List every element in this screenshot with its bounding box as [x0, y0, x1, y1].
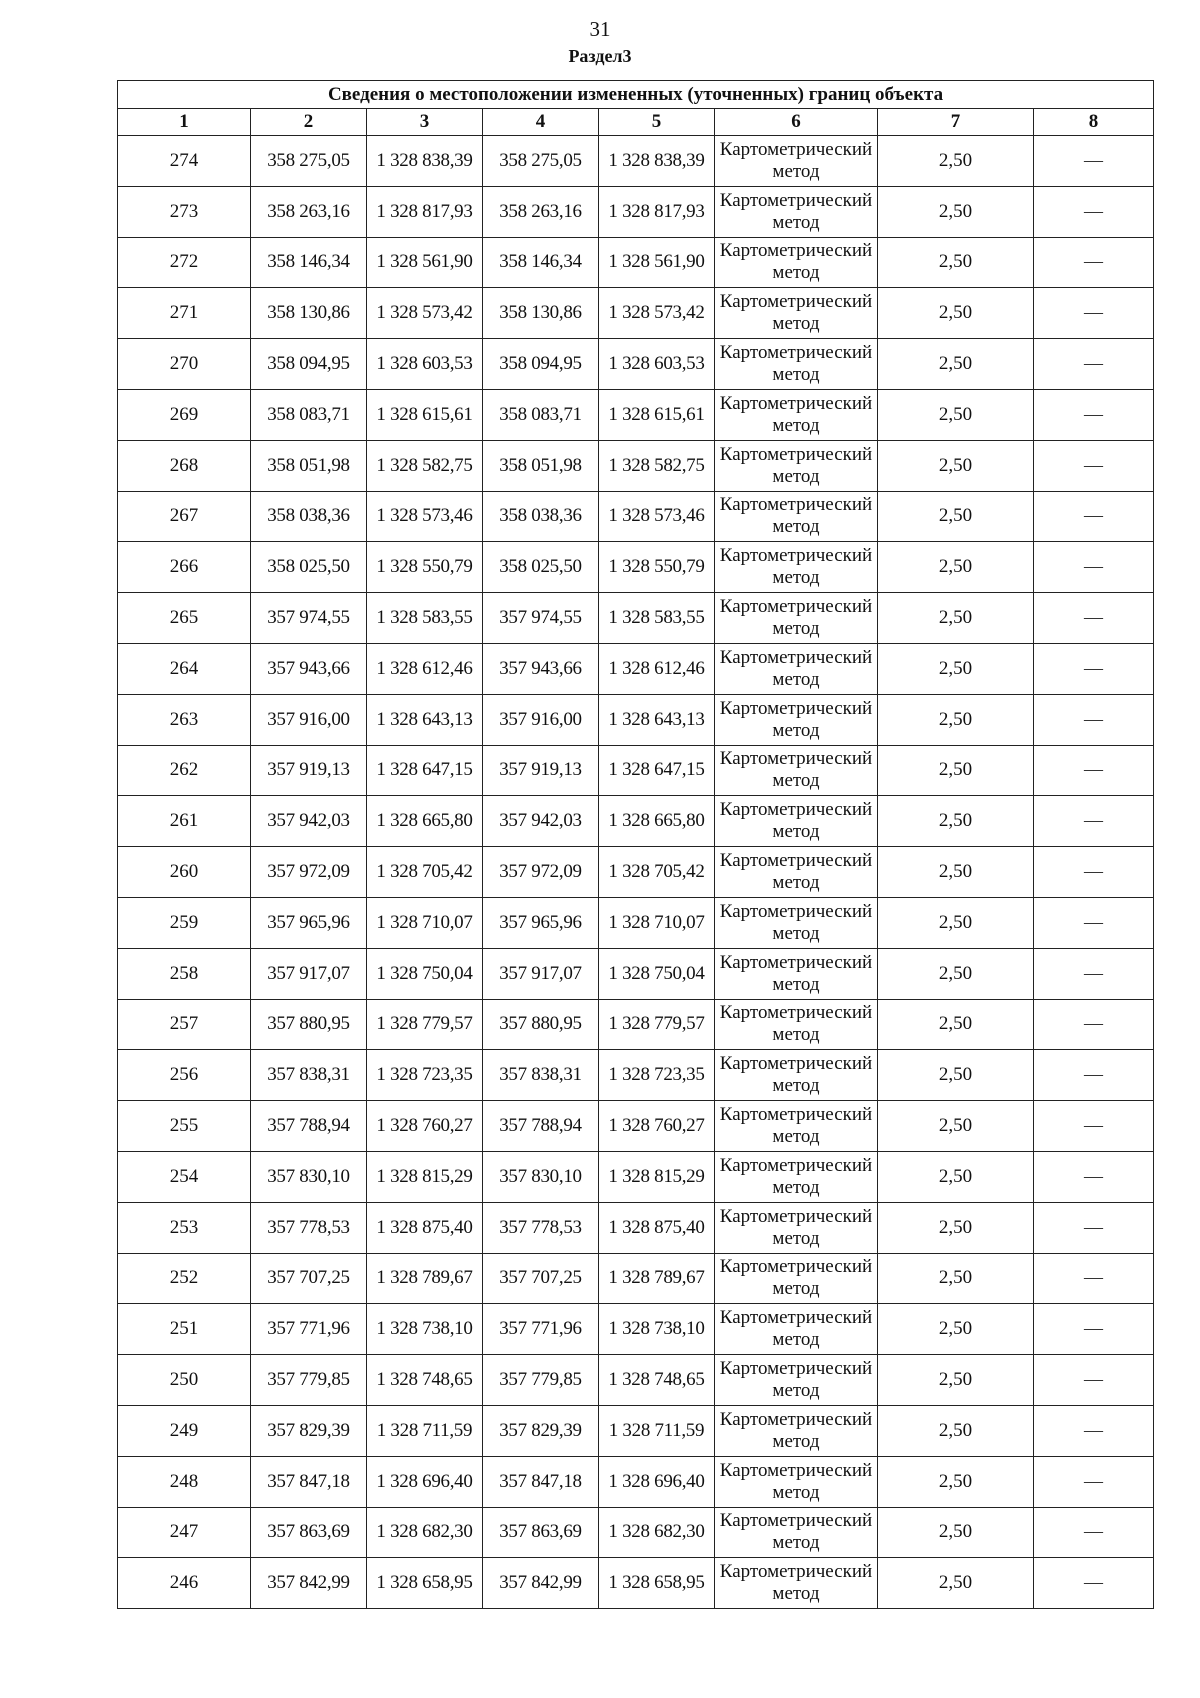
x-coordinate-cell: 358 025,50 — [251, 542, 367, 593]
note-cell: — — [1034, 1456, 1154, 1507]
y-coordinate-cell: 1 328 789,67 — [367, 1253, 483, 1304]
x-coordinate-cell: 357 842,99 — [251, 1558, 367, 1609]
note-cell: — — [1034, 694, 1154, 745]
note-cell: — — [1034, 643, 1154, 694]
table-row — [118, 186, 1154, 237]
refined-y-coordinate-cell: 1 328 573,46 — [599, 491, 715, 542]
x-coordinate-cell: 357 917,07 — [251, 948, 367, 999]
x-coordinate-cell: 358 083,71 — [251, 389, 367, 440]
point-number-cell: 251 — [118, 1304, 251, 1355]
point-number-cell: 264 — [118, 643, 251, 694]
y-coordinate-cell: 1 328 705,42 — [367, 847, 483, 898]
table-row — [118, 491, 1154, 542]
method-cell: Картометрический метод — [715, 745, 878, 796]
table-row — [118, 897, 1154, 948]
refined-x-coordinate-cell: 358 275,05 — [483, 136, 599, 187]
note-cell: — — [1034, 593, 1154, 644]
refined-x-coordinate-cell: 357 916,00 — [483, 694, 599, 745]
method-cell: Картометрический метод — [715, 1050, 878, 1101]
y-coordinate-cell: 1 328 582,75 — [367, 440, 483, 491]
method-cell: Картометрический метод — [715, 1558, 878, 1609]
refined-y-coordinate-cell: 1 328 550,79 — [599, 542, 715, 593]
point-number-cell: 246 — [118, 1558, 251, 1609]
page-number: 31 — [589, 17, 611, 41]
refined-x-coordinate-cell: 357 838,31 — [483, 1050, 599, 1101]
precision-cell: 2,50 — [878, 339, 1034, 390]
note-cell: — — [1034, 1405, 1154, 1456]
refined-x-coordinate-cell: 357 707,25 — [483, 1253, 599, 1304]
x-coordinate-cell: 357 919,13 — [251, 745, 367, 796]
point-number-cell: 247 — [118, 1507, 251, 1558]
precision-cell: 2,50 — [878, 1202, 1034, 1253]
refined-y-coordinate-cell: 1 328 711,59 — [599, 1405, 715, 1456]
y-coordinate-cell: 1 328 748,65 — [367, 1355, 483, 1406]
refined-x-coordinate-cell: 357 842,99 — [483, 1558, 599, 1609]
precision-cell: 2,50 — [878, 1101, 1034, 1152]
method-cell: Картометрический метод — [715, 643, 878, 694]
refined-x-coordinate-cell: 357 829,39 — [483, 1405, 599, 1456]
refined-x-coordinate-cell: 357 771,96 — [483, 1304, 599, 1355]
method-cell: Картометрический метод — [715, 897, 878, 948]
method-cell: Картометрический метод — [715, 1253, 878, 1304]
method-cell: Картометрический метод — [715, 694, 878, 745]
column-number-5: 5 — [599, 109, 715, 136]
column-number-4: 4 — [483, 109, 599, 136]
precision-cell: 2,50 — [878, 796, 1034, 847]
x-coordinate-cell: 358 051,98 — [251, 440, 367, 491]
note-cell: — — [1034, 186, 1154, 237]
refined-y-coordinate-cell: 1 328 748,65 — [599, 1355, 715, 1406]
refined-y-coordinate-cell: 1 328 603,53 — [599, 339, 715, 390]
point-number-cell: 253 — [118, 1202, 251, 1253]
y-coordinate-cell: 1 328 550,79 — [367, 542, 483, 593]
precision-cell: 2,50 — [878, 745, 1034, 796]
y-coordinate-cell: 1 328 643,13 — [367, 694, 483, 745]
y-coordinate-cell: 1 328 682,30 — [367, 1507, 483, 1558]
table-row — [118, 237, 1154, 288]
point-number-cell: 267 — [118, 491, 251, 542]
refined-y-coordinate-cell: 1 328 665,80 — [599, 796, 715, 847]
refined-x-coordinate-cell: 357 880,95 — [483, 999, 599, 1050]
precision-cell: 2,50 — [878, 389, 1034, 440]
point-number-cell: 274 — [118, 136, 251, 187]
method-cell: Картометрический метод — [715, 186, 878, 237]
y-coordinate-cell: 1 328 583,55 — [367, 593, 483, 644]
precision-cell: 2,50 — [878, 948, 1034, 999]
refined-x-coordinate-cell: 358 051,98 — [483, 440, 599, 491]
point-number-cell: 270 — [118, 339, 251, 390]
y-coordinate-cell: 1 328 612,46 — [367, 643, 483, 694]
precision-cell: 2,50 — [878, 288, 1034, 339]
point-number-cell: 252 — [118, 1253, 251, 1304]
y-coordinate-cell: 1 328 760,27 — [367, 1101, 483, 1152]
refined-y-coordinate-cell: 1 328 817,93 — [599, 186, 715, 237]
refined-x-coordinate-cell: 358 025,50 — [483, 542, 599, 593]
y-coordinate-cell: 1 328 710,07 — [367, 897, 483, 948]
refined-y-coordinate-cell: 1 328 561,90 — [599, 237, 715, 288]
table-row — [118, 593, 1154, 644]
column-number-row — [118, 109, 1154, 136]
refined-x-coordinate-cell: 357 778,53 — [483, 1202, 599, 1253]
point-number-cell: 258 — [118, 948, 251, 999]
precision-cell: 2,50 — [878, 1507, 1034, 1558]
point-number-cell: 266 — [118, 542, 251, 593]
point-number-cell: 248 — [118, 1456, 251, 1507]
method-cell: Картометрический метод — [715, 440, 878, 491]
table-row — [118, 948, 1154, 999]
x-coordinate-cell: 358 146,34 — [251, 237, 367, 288]
note-cell: — — [1034, 1253, 1154, 1304]
x-coordinate-cell: 357 830,10 — [251, 1151, 367, 1202]
y-coordinate-cell: 1 328 875,40 — [367, 1202, 483, 1253]
table-row — [118, 1405, 1154, 1456]
refined-y-coordinate-cell: 1 328 815,29 — [599, 1151, 715, 1202]
method-cell: Картометрический метод — [715, 1507, 878, 1558]
refined-x-coordinate-cell: 357 919,13 — [483, 745, 599, 796]
x-coordinate-cell: 358 130,86 — [251, 288, 367, 339]
x-coordinate-cell: 357 880,95 — [251, 999, 367, 1050]
method-cell: Картометрический метод — [715, 847, 878, 898]
precision-cell: 2,50 — [878, 542, 1034, 593]
point-number-cell: 271 — [118, 288, 251, 339]
table-row — [118, 1558, 1154, 1609]
point-number-cell: 249 — [118, 1405, 251, 1456]
method-cell: Картометрический метод — [715, 1304, 878, 1355]
x-coordinate-cell: 357 916,00 — [251, 694, 367, 745]
point-number-cell: 256 — [118, 1050, 251, 1101]
precision-cell: 2,50 — [878, 897, 1034, 948]
refined-y-coordinate-cell: 1 328 696,40 — [599, 1456, 715, 1507]
y-coordinate-cell: 1 328 658,95 — [367, 1558, 483, 1609]
method-cell: Картометрический метод — [715, 1456, 878, 1507]
method-cell: Картометрический метод — [715, 491, 878, 542]
precision-cell: 2,50 — [878, 136, 1034, 187]
refined-x-coordinate-cell: 357 788,94 — [483, 1101, 599, 1152]
refined-x-coordinate-cell: 358 083,71 — [483, 389, 599, 440]
x-coordinate-cell: 358 275,05 — [251, 136, 367, 187]
note-cell: — — [1034, 1304, 1154, 1355]
refined-y-coordinate-cell: 1 328 682,30 — [599, 1507, 715, 1558]
table-row — [118, 796, 1154, 847]
refined-y-coordinate-cell: 1 328 710,07 — [599, 897, 715, 948]
refined-x-coordinate-cell: 358 146,34 — [483, 237, 599, 288]
x-coordinate-cell: 358 038,36 — [251, 491, 367, 542]
table-row — [118, 745, 1154, 796]
precision-cell: 2,50 — [878, 1558, 1034, 1609]
refined-x-coordinate-cell: 358 263,16 — [483, 186, 599, 237]
precision-cell: 2,50 — [878, 440, 1034, 491]
point-number-cell: 262 — [118, 745, 251, 796]
note-cell: — — [1034, 1202, 1154, 1253]
x-coordinate-cell: 357 779,85 — [251, 1355, 367, 1406]
method-cell: Картометрический метод — [715, 1151, 878, 1202]
x-coordinate-cell: 358 094,95 — [251, 339, 367, 390]
y-coordinate-cell: 1 328 696,40 — [367, 1456, 483, 1507]
precision-cell: 2,50 — [878, 694, 1034, 745]
refined-x-coordinate-cell: 357 847,18 — [483, 1456, 599, 1507]
x-coordinate-cell: 357 974,55 — [251, 593, 367, 644]
y-coordinate-cell: 1 328 615,61 — [367, 389, 483, 440]
point-number-cell: 268 — [118, 440, 251, 491]
note-cell: — — [1034, 897, 1154, 948]
precision-cell: 2,50 — [878, 1151, 1034, 1202]
note-cell: — — [1034, 1558, 1154, 1609]
column-number-1: 1 — [118, 109, 251, 136]
refined-y-coordinate-cell: 1 328 738,10 — [599, 1304, 715, 1355]
y-coordinate-cell: 1 328 603,53 — [367, 339, 483, 390]
x-coordinate-cell: 357 771,96 — [251, 1304, 367, 1355]
y-coordinate-cell: 1 328 573,46 — [367, 491, 483, 542]
note-cell: — — [1034, 542, 1154, 593]
precision-cell: 2,50 — [878, 1355, 1034, 1406]
point-number-cell: 254 — [118, 1151, 251, 1202]
precision-cell: 2,50 — [878, 1304, 1034, 1355]
precision-cell: 2,50 — [878, 643, 1034, 694]
refined-x-coordinate-cell: 357 972,09 — [483, 847, 599, 898]
refined-x-coordinate-cell: 358 094,95 — [483, 339, 599, 390]
note-cell: — — [1034, 999, 1154, 1050]
y-coordinate-cell: 1 328 711,59 — [367, 1405, 483, 1456]
precision-cell: 2,50 — [878, 1253, 1034, 1304]
note-cell: — — [1034, 948, 1154, 999]
refined-y-coordinate-cell: 1 328 789,67 — [599, 1253, 715, 1304]
x-coordinate-cell: 357 829,39 — [251, 1405, 367, 1456]
refined-y-coordinate-cell: 1 328 779,57 — [599, 999, 715, 1050]
table-row — [118, 643, 1154, 694]
x-coordinate-cell: 357 778,53 — [251, 1202, 367, 1253]
note-cell: — — [1034, 136, 1154, 187]
x-coordinate-cell: 357 965,96 — [251, 897, 367, 948]
note-cell: — — [1034, 1355, 1154, 1406]
point-number-cell: 273 — [118, 186, 251, 237]
y-coordinate-cell: 1 328 573,42 — [367, 288, 483, 339]
x-coordinate-cell: 357 863,69 — [251, 1507, 367, 1558]
table-row — [118, 440, 1154, 491]
table-row — [118, 1456, 1154, 1507]
table-row — [118, 288, 1154, 339]
table-row — [118, 339, 1154, 390]
note-cell: — — [1034, 288, 1154, 339]
y-coordinate-cell: 1 328 779,57 — [367, 999, 483, 1050]
refined-x-coordinate-cell: 358 130,86 — [483, 288, 599, 339]
point-number-cell: 261 — [118, 796, 251, 847]
y-coordinate-cell: 1 328 723,35 — [367, 1050, 483, 1101]
table-caption: Сведения о местоположении измененных (уточненных) границ объекта — [118, 81, 1154, 109]
note-cell: — — [1034, 847, 1154, 898]
y-coordinate-cell: 1 328 647,15 — [367, 745, 483, 796]
point-number-cell: 265 — [118, 593, 251, 644]
column-number-8: 8 — [1034, 109, 1154, 136]
refined-x-coordinate-cell: 357 974,55 — [483, 593, 599, 644]
refined-y-coordinate-cell: 1 328 750,04 — [599, 948, 715, 999]
table-row — [118, 136, 1154, 187]
x-coordinate-cell: 357 942,03 — [251, 796, 367, 847]
y-coordinate-cell: 1 328 838,39 — [367, 136, 483, 187]
table-row — [118, 999, 1154, 1050]
table-row — [118, 694, 1154, 745]
precision-cell: 2,50 — [878, 237, 1034, 288]
method-cell: Картометрический метод — [715, 288, 878, 339]
table-row — [118, 1304, 1154, 1355]
table-row — [118, 542, 1154, 593]
method-cell: Картометрический метод — [715, 542, 878, 593]
refined-y-coordinate-cell: 1 328 760,27 — [599, 1101, 715, 1152]
refined-y-coordinate-cell: 1 328 705,42 — [599, 847, 715, 898]
refined-y-coordinate-cell: 1 328 875,40 — [599, 1202, 715, 1253]
y-coordinate-cell: 1 328 738,10 — [367, 1304, 483, 1355]
table-row — [118, 1355, 1154, 1406]
point-number-cell: 250 — [118, 1355, 251, 1406]
method-cell: Картометрический метод — [715, 796, 878, 847]
precision-cell: 2,50 — [878, 847, 1034, 898]
x-coordinate-cell: 357 847,18 — [251, 1456, 367, 1507]
boundary-coordinates-table — [117, 80, 1154, 1609]
note-cell: — — [1034, 389, 1154, 440]
column-number-2: 2 — [251, 109, 367, 136]
point-number-cell: 260 — [118, 847, 251, 898]
method-cell: Картометрический метод — [715, 593, 878, 644]
note-cell: — — [1034, 491, 1154, 542]
point-number-cell: 259 — [118, 897, 251, 948]
method-cell: Картометрический метод — [715, 948, 878, 999]
refined-x-coordinate-cell: 357 917,07 — [483, 948, 599, 999]
refined-y-coordinate-cell: 1 328 582,75 — [599, 440, 715, 491]
point-number-cell: 272 — [118, 237, 251, 288]
x-coordinate-cell: 357 788,94 — [251, 1101, 367, 1152]
refined-x-coordinate-cell: 357 943,66 — [483, 643, 599, 694]
table-row — [118, 1151, 1154, 1202]
refined-y-coordinate-cell: 1 328 838,39 — [599, 136, 715, 187]
precision-cell: 2,50 — [878, 1456, 1034, 1507]
table-body — [118, 136, 1154, 1609]
refined-y-coordinate-cell: 1 328 615,61 — [599, 389, 715, 440]
note-cell: — — [1034, 440, 1154, 491]
table-row — [118, 1202, 1154, 1253]
refined-x-coordinate-cell: 357 942,03 — [483, 796, 599, 847]
precision-cell: 2,50 — [878, 491, 1034, 542]
note-cell: — — [1034, 1151, 1154, 1202]
section-title: Раздел3 — [568, 46, 632, 66]
refined-y-coordinate-cell: 1 328 647,15 — [599, 745, 715, 796]
y-coordinate-cell: 1 328 817,93 — [367, 186, 483, 237]
x-coordinate-cell: 357 972,09 — [251, 847, 367, 898]
refined-x-coordinate-cell: 357 965,96 — [483, 897, 599, 948]
method-cell: Картометрический метод — [715, 389, 878, 440]
x-coordinate-cell: 358 263,16 — [251, 186, 367, 237]
table-row — [118, 1101, 1154, 1152]
refined-y-coordinate-cell: 1 328 723,35 — [599, 1050, 715, 1101]
note-cell: — — [1034, 1101, 1154, 1152]
refined-y-coordinate-cell: 1 328 573,42 — [599, 288, 715, 339]
x-coordinate-cell: 357 943,66 — [251, 643, 367, 694]
method-cell: Картометрический метод — [715, 1101, 878, 1152]
column-number-7: 7 — [878, 109, 1034, 136]
table-row — [118, 1050, 1154, 1101]
point-number-cell: 263 — [118, 694, 251, 745]
precision-cell: 2,50 — [878, 1050, 1034, 1101]
note-cell: — — [1034, 745, 1154, 796]
refined-y-coordinate-cell: 1 328 658,95 — [599, 1558, 715, 1609]
method-cell: Картометрический метод — [715, 999, 878, 1050]
refined-x-coordinate-cell: 357 863,69 — [483, 1507, 599, 1558]
y-coordinate-cell: 1 328 665,80 — [367, 796, 483, 847]
refined-x-coordinate-cell: 357 779,85 — [483, 1355, 599, 1406]
precision-cell: 2,50 — [878, 999, 1034, 1050]
method-cell: Картометрический метод — [715, 1355, 878, 1406]
note-cell: — — [1034, 237, 1154, 288]
refined-x-coordinate-cell: 357 830,10 — [483, 1151, 599, 1202]
note-cell: — — [1034, 339, 1154, 390]
y-coordinate-cell: 1 328 561,90 — [367, 237, 483, 288]
method-cell: Картометрический метод — [715, 1202, 878, 1253]
method-cell: Картометрический метод — [715, 1405, 878, 1456]
note-cell: — — [1034, 1507, 1154, 1558]
method-cell: Картометрический метод — [715, 237, 878, 288]
precision-cell: 2,50 — [878, 593, 1034, 644]
y-coordinate-cell: 1 328 750,04 — [367, 948, 483, 999]
x-coordinate-cell: 357 707,25 — [251, 1253, 367, 1304]
column-number-3: 3 — [367, 109, 483, 136]
y-coordinate-cell: 1 328 815,29 — [367, 1151, 483, 1202]
table-row — [118, 389, 1154, 440]
point-number-cell: 269 — [118, 389, 251, 440]
refined-y-coordinate-cell: 1 328 612,46 — [599, 643, 715, 694]
point-number-cell: 257 — [118, 999, 251, 1050]
precision-cell: 2,50 — [878, 186, 1034, 237]
method-cell: Картометрический метод — [715, 136, 878, 187]
precision-cell: 2,50 — [878, 1405, 1034, 1456]
note-cell: — — [1034, 796, 1154, 847]
table-caption-row — [118, 81, 1154, 109]
table-row — [118, 847, 1154, 898]
column-number-6: 6 — [715, 109, 878, 136]
point-number-cell: 255 — [118, 1101, 251, 1152]
table-row — [118, 1507, 1154, 1558]
table-row — [118, 1253, 1154, 1304]
refined-y-coordinate-cell: 1 328 583,55 — [599, 593, 715, 644]
refined-x-coordinate-cell: 358 038,36 — [483, 491, 599, 542]
x-coordinate-cell: 357 838,31 — [251, 1050, 367, 1101]
refined-y-coordinate-cell: 1 328 643,13 — [599, 694, 715, 745]
note-cell: — — [1034, 1050, 1154, 1101]
method-cell: Картометрический метод — [715, 339, 878, 390]
